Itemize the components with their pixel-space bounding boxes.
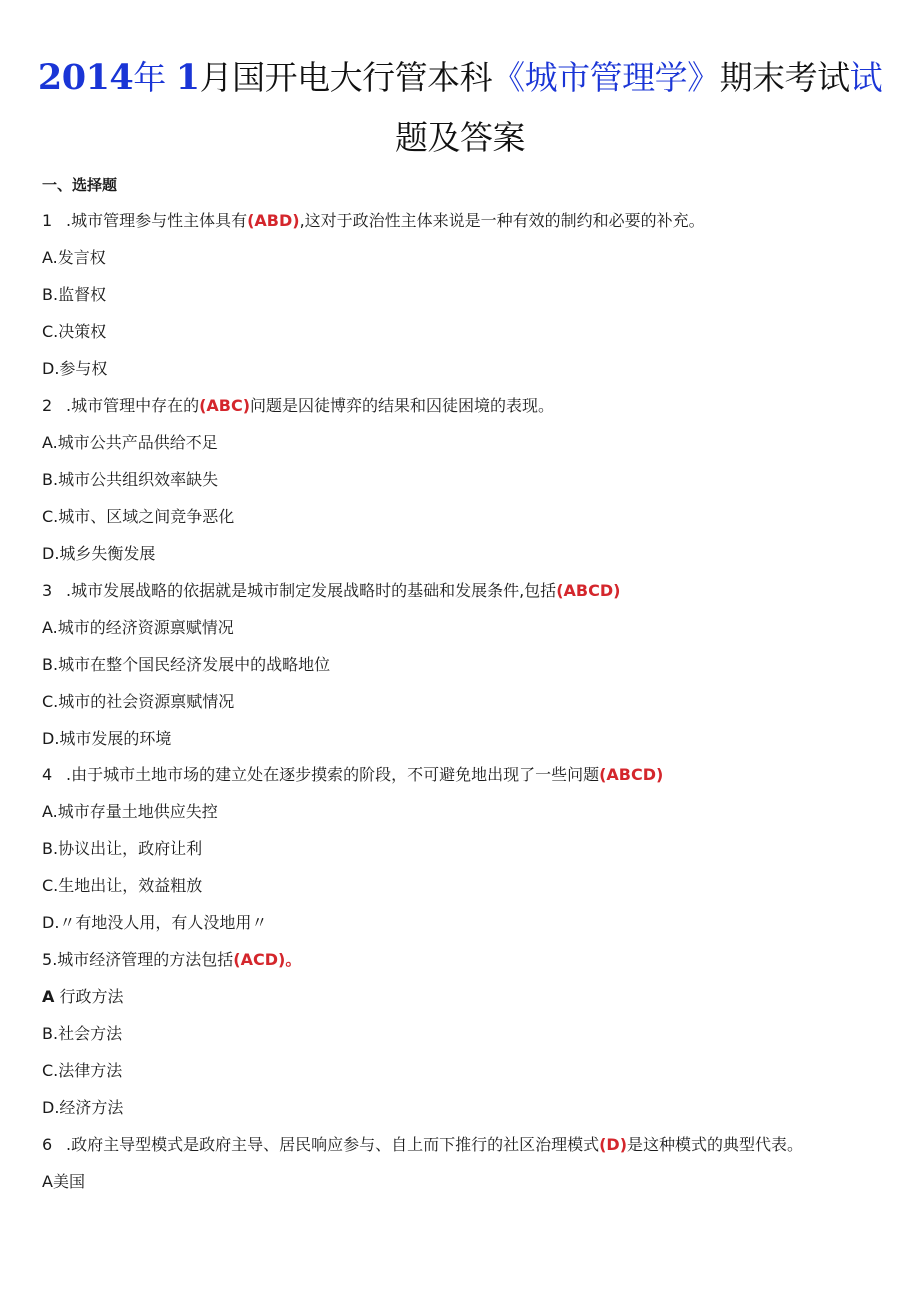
question-3 bbox=[42, 580, 620, 602]
option-b: B.城市公共组织效率缺失 bbox=[42, 470, 219, 489]
title-nian: 年 bbox=[133, 58, 166, 97]
option-a: A美国 bbox=[42, 1172, 85, 1191]
option-d: D.经济方法 bbox=[42, 1098, 124, 1117]
option-b: B.城市在整个国民经济发展中的战略地位 bbox=[42, 655, 331, 674]
question-6 bbox=[42, 1134, 803, 1156]
answer-key: (ABD) bbox=[247, 211, 300, 230]
section-heading: 一、选择题 bbox=[42, 176, 118, 194]
option-d: D.参与权 bbox=[42, 359, 108, 378]
option-d: D.〃有地没人用，有人没地用〃 bbox=[42, 913, 268, 932]
option-a: A.城市公共产品供给不足 bbox=[42, 433, 218, 452]
option-d: D.城乡失衡发展 bbox=[42, 544, 156, 563]
title-shi: 试 bbox=[849, 58, 883, 97]
option-text: 行政方法 bbox=[59, 987, 124, 1006]
answer-key: (ABCD) bbox=[556, 581, 621, 600]
answer-key: (ABCD) bbox=[599, 765, 664, 784]
option-b: B.社会方法 bbox=[42, 1024, 123, 1043]
option-a: A.城市存量土地供应失控 bbox=[42, 802, 218, 821]
question-5 bbox=[42, 949, 301, 971]
option-a: A.城市的经济资源禀赋情况 bbox=[42, 618, 234, 637]
option-c: C.法律方法 bbox=[42, 1061, 123, 1080]
option-a: A.发言权 bbox=[42, 248, 106, 267]
question-text: .政府主导型模式是政府主导、居民响应参与、自上而下推行的社区治理模式 bbox=[66, 1135, 600, 1154]
document-title-line-2: 题及答案 bbox=[395, 118, 525, 157]
question-text: .城市发展战略的依据就是城市制定发展战略时的基础和发展条件,包括 bbox=[66, 581, 557, 600]
question-text: .由于城市土地市场的建立处在逐步摸索的阶段，不可避免地出现了一些问题 bbox=[66, 765, 600, 784]
question-number: 1 bbox=[42, 211, 53, 230]
question-number: 5 bbox=[42, 950, 53, 969]
option-a bbox=[42, 986, 124, 1008]
title-exam: 期末考试 bbox=[719, 58, 850, 97]
title-year: 2014 bbox=[37, 57, 134, 98]
option-d: D.城市发展的环境 bbox=[42, 729, 172, 748]
answer-key: (ACD)。 bbox=[233, 950, 302, 969]
option-c: C.生地出让，效益粗放 bbox=[42, 876, 203, 895]
answer-key: (D) bbox=[599, 1135, 627, 1154]
question-number-dot: . bbox=[52, 950, 58, 969]
question-1 bbox=[42, 210, 705, 232]
option-b: B.监督权 bbox=[42, 285, 107, 304]
question-text: .城市管理参与性主体具有 bbox=[66, 211, 248, 230]
option-c: C.决策权 bbox=[42, 322, 107, 341]
option-c: C.城市的社会资源禀赋情况 bbox=[42, 692, 235, 711]
question-number: 2 bbox=[42, 396, 53, 415]
option-letter: A bbox=[42, 987, 55, 1006]
title-course: 《城市管理学》 bbox=[492, 58, 720, 97]
question-text: .城市管理中存在的 bbox=[66, 396, 200, 415]
question-number: 3 bbox=[42, 581, 53, 600]
option-c: C.城市、区域之间竞争恶化 bbox=[42, 507, 235, 526]
question-text-tail: 是这种模式的典型代表。 bbox=[627, 1135, 804, 1154]
document-title-line-1 bbox=[30, 58, 890, 98]
answer-key: (ABC) bbox=[199, 396, 251, 415]
title-rest: 月国开电大行管本科 bbox=[199, 58, 493, 97]
question-number: 6 bbox=[42, 1135, 53, 1154]
question-2 bbox=[42, 395, 554, 417]
question-4 bbox=[42, 764, 663, 786]
question-text: 城市经济管理的方法包括 bbox=[57, 950, 234, 969]
title-month: 1 bbox=[175, 57, 200, 98]
question-number: 4 bbox=[42, 765, 53, 784]
question-text-tail: ,这对于政治性主体来说是一种有效的制约和必要的补充。 bbox=[299, 211, 705, 230]
question-text-tail: 问题是囚徒博弈的结果和囚徒困境的表现。 bbox=[250, 396, 555, 415]
option-b: B.协议出让，政府让利 bbox=[42, 839, 203, 858]
